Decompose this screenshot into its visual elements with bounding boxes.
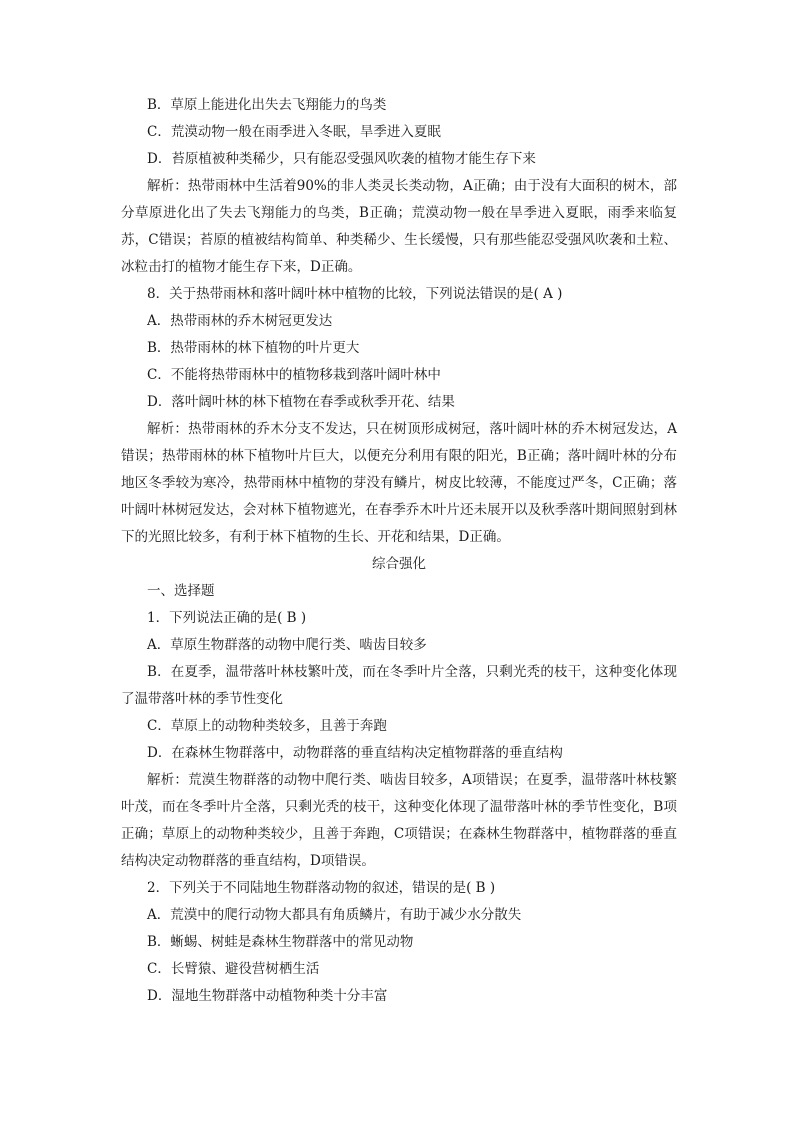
q7-option-c: C．荒漠动物一般在雨季进入冬眠，旱季进入夏眠 [147, 124, 441, 140]
s1-option-b: B．在夏季，温带落叶林枝繁叶茂，而在冬季叶片全落，只剩光秃的枝干，这种变化体现了温带落叶林的季节性变化 [121, 664, 677, 707]
s2-option-b: B．蜥蜴、树蛙是森林生物群落中的常见动物 [147, 934, 414, 950]
s1-stem: 1．下列说法正确的是( B ) [147, 610, 307, 626]
s1-option-c: C．草原上的动物种类较多，且善于奔跑 [147, 718, 387, 734]
q8-option-a: A．热带雨林的乔木树冠更发达 [147, 313, 333, 329]
q8-option-c: C．不能将热带雨林中的植物移栽到落叶阔叶林中 [147, 367, 441, 383]
q8-option-b: B．热带雨林的林下植物的叶片更大 [147, 340, 360, 356]
section-title: 综合强化 [372, 556, 426, 572]
q7-option-d: D．苔原植被种类稀少，只有能忍受强风吹袭的植物才能生存下来 [147, 151, 536, 167]
s2-option-a: A．荒漠中的爬行动物大都具有角质鳞片，有助于减少水分散失 [147, 907, 522, 923]
q8-option-d: D．落叶阔叶林的林下植物在春季或秋季开花、结果 [147, 394, 455, 410]
s1-option-a: A．草原生物群落的动物中爬行类、啮齿目较多 [147, 637, 427, 653]
s1-option-d: D．在森林生物群落中，动物群落的垂直结构决定植物群落的垂直结构 [147, 745, 563, 761]
subsection-heading: 一、选择题 [147, 583, 215, 599]
document-content [121, 92, 677, 1010]
q8-analysis: 解析：热带雨林的乔木分支不发达，只在树顶形成树冠，落叶阔叶林的乔木树冠发达，A错误；热带雨林的林下植物叶片巨大，以便充分利用有限的阳光，B正确；落叶阔叶林的分布地区冬季较为寒冷，热带雨林中植物的芽没有鳞片，树皮比较薄，不能度过严冬，C正确；落叶阔叶林树冠发达，会对林下植物遮光，在春季乔木叶片还未展开以及秋季落叶期间照射到林下的光照比较多，有利于林下植物的生长、开花和结果，D正确。 [121, 421, 677, 545]
s2-stem: 2．下列关于不同陆地生物群落动物的叙述，错误的是( B ) [147, 880, 496, 896]
s2-option-d: D．湿地生物群落中动植物种类十分丰富 [147, 988, 388, 1004]
q7-option-b: B．草原上能进化出失去飞翔能力的鸟类 [147, 97, 387, 113]
s1-analysis: 解析：荒漠生物群落的动物中爬行类、啮齿目较多，A项错误；在夏季，温带落叶林枝繁叶茂，而在冬季叶片全落，只剩光秃的枝干，这种变化体现了温带落叶林的季节性变化，B项正确；草原上的动物种类较少，且善于奔跑，C项错误；在森林生物群落中，植物群落的垂直结构决定动物群落的垂直结构，D项错误。 [121, 772, 677, 869]
s2-option-c: C．长臂猿、避役营树栖生活 [147, 961, 320, 977]
q8-stem: 8．关于热带雨林和落叶阔叶林中植物的比较，下列说法错误的是( A ) [147, 286, 563, 302]
q7-analysis: 解析：热带雨林中生活着90%的非人类灵长类动物，A正确；由于没有大面积的树木，部分草原进化出了失去飞翔能力的鸟类，B正确；荒漠动物一般在旱季进入夏眠，雨季来临复苏，C错误；苔原的植被结构简单、种类稀少、生长缓慢，只有那些能忍受强风吹袭和土粒、冰粒击打的植物才能生存下来，D正确。 [121, 178, 677, 275]
